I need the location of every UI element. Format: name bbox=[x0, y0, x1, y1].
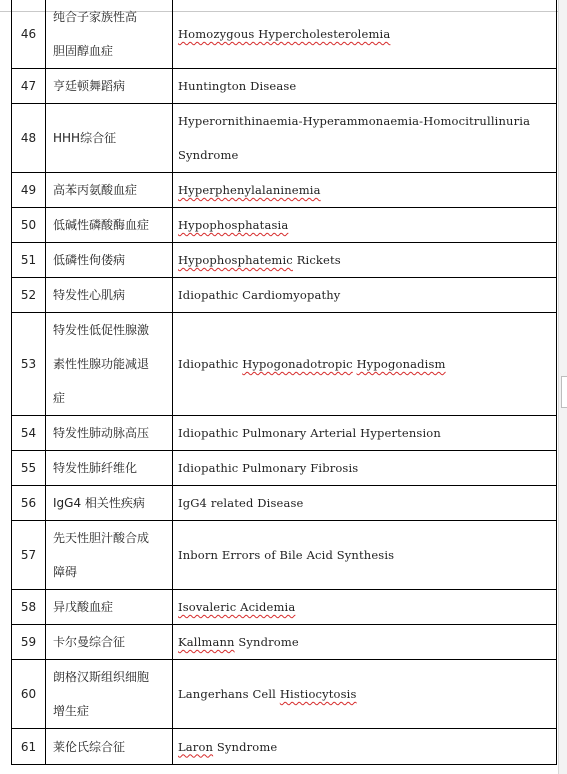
chinese-name-cell: 特发性心肌病 bbox=[46, 278, 173, 313]
english-name-text: Hyperornithinaemia-Hyperammonaemia-Homocitrullinuria Syndrome bbox=[178, 114, 531, 162]
chinese-name-cell: 纯合子家族性高 胆固醇血症 bbox=[46, 0, 173, 69]
english-name-text: Idiopathic Pulmonary Fibrosis bbox=[178, 461, 359, 475]
row-number: 55 bbox=[12, 451, 46, 486]
english-name-cell bbox=[173, 69, 557, 104]
chinese-name-cell: IgG4 相关性疾病 bbox=[46, 486, 173, 521]
table-row bbox=[12, 69, 557, 104]
table-row bbox=[12, 521, 557, 590]
english-name-cell bbox=[173, 313, 557, 416]
chinese-name-cell: 特发性肺动脉高压 bbox=[46, 416, 173, 451]
chinese-name-cell: HHH综合征 bbox=[46, 104, 173, 173]
spellcheck-flagged-word: Isovaleric Acidemia bbox=[178, 600, 296, 614]
spellcheck-flagged-word: Kallmann bbox=[178, 635, 235, 649]
spellcheck-flagged-word: Hypogonadism bbox=[356, 357, 446, 371]
english-name-cell bbox=[173, 0, 557, 69]
chinese-name-cell: 莱伦氏综合征 bbox=[46, 729, 173, 765]
english-name-cell bbox=[173, 625, 557, 660]
english-name-cell bbox=[173, 416, 557, 451]
english-name-cell bbox=[173, 521, 557, 590]
chinese-name-cell: 高苯丙氨酸血症 bbox=[46, 173, 173, 208]
chinese-name-cell: 先天性胆汁酸合成 障碍 bbox=[46, 521, 173, 590]
row-number: 61 bbox=[12, 729, 46, 765]
chinese-name-cell: 低碱性磷酸酶血症 bbox=[46, 208, 173, 243]
row-number: 52 bbox=[12, 278, 46, 313]
row-number: 51 bbox=[12, 243, 46, 278]
row-number: 46 bbox=[12, 0, 46, 69]
table-row bbox=[12, 104, 557, 173]
table-row bbox=[12, 729, 557, 765]
english-name-text: Rickets bbox=[292, 253, 341, 267]
spellcheck-flagged-word: Hypophosphatemic bbox=[178, 253, 293, 267]
english-name-text: Idiopathic bbox=[178, 357, 243, 371]
chinese-name-cell: 朗格汉斯组织细胞 增生症 bbox=[46, 660, 173, 729]
english-name-text: Syndrome bbox=[213, 739, 278, 754]
table-row bbox=[12, 278, 557, 313]
chinese-name-cell: 特发性肺纤维化 bbox=[46, 451, 173, 486]
table-row bbox=[12, 313, 557, 416]
table-row bbox=[12, 243, 557, 278]
row-number: 59 bbox=[12, 625, 46, 660]
row-number: 49 bbox=[12, 173, 46, 208]
table-row bbox=[12, 451, 557, 486]
row-number: 53 bbox=[12, 313, 46, 416]
table-row bbox=[12, 590, 557, 625]
spellcheck-flagged-word: Histiocytosis bbox=[279, 687, 357, 701]
row-number: 47 bbox=[12, 69, 46, 104]
table-row bbox=[12, 208, 557, 243]
english-name-cell bbox=[173, 590, 557, 625]
row-number: 48 bbox=[12, 104, 46, 173]
row-number: 54 bbox=[12, 416, 46, 451]
english-name-text: IgG4 related Disease bbox=[178, 496, 304, 510]
table-row bbox=[12, 660, 557, 729]
chinese-name-cell: 特发性低促性腺激 素性性腺功能减退 症 bbox=[46, 313, 173, 416]
table-row bbox=[12, 486, 557, 521]
rare-disease-table bbox=[11, 0, 557, 765]
spellcheck-flagged-word: Hypogonadotropic bbox=[242, 357, 353, 371]
spellcheck-flagged-word: Homozygous Hypercholesterolemia bbox=[178, 27, 391, 41]
table-row bbox=[12, 173, 557, 208]
row-number: 57 bbox=[12, 521, 46, 590]
english-name-cell bbox=[173, 208, 557, 243]
english-name-text: Huntington Disease bbox=[178, 79, 297, 93]
chinese-name-cell: 亨廷顿舞蹈病 bbox=[46, 69, 173, 104]
row-number: 60 bbox=[12, 660, 46, 729]
scroll-tab[interactable] bbox=[561, 376, 567, 408]
spellcheck-flagged-word: Hypophosphatasia bbox=[178, 218, 289, 232]
english-name-cell bbox=[173, 729, 557, 765]
chinese-name-cell: 异戊酸血症 bbox=[46, 590, 173, 625]
english-name-cell bbox=[173, 243, 557, 278]
english-name-cell bbox=[173, 486, 557, 521]
table-row bbox=[12, 0, 557, 69]
english-name-text: Langerhans Cell bbox=[178, 687, 280, 701]
spellcheck-flagged-word: Laron bbox=[178, 739, 214, 754]
english-name-text: Idiopathic Cardiomyopathy bbox=[178, 288, 341, 302]
english-name-cell bbox=[173, 660, 557, 729]
table-row bbox=[12, 416, 557, 451]
row-number: 58 bbox=[12, 590, 46, 625]
row-number: 56 bbox=[12, 486, 46, 521]
english-name-cell bbox=[173, 451, 557, 486]
english-name-text: Syndrome bbox=[234, 635, 299, 649]
english-name-cell bbox=[173, 104, 557, 173]
table-row bbox=[12, 625, 557, 660]
chinese-name-cell: 卡尔曼综合征 bbox=[46, 625, 173, 660]
english-name-text: Inborn Errors of Bile Acid Synthesis bbox=[178, 548, 395, 562]
english-name-cell bbox=[173, 278, 557, 313]
row-number: 50 bbox=[12, 208, 46, 243]
english-name-cell bbox=[173, 173, 557, 208]
english-name-text: Idiopathic Pulmonary Arterial Hypertension bbox=[178, 426, 441, 440]
chinese-name-cell: 低磷性佝偻病 bbox=[46, 243, 173, 278]
spellcheck-flagged-word: Hyperphenylalaninemia bbox=[178, 183, 321, 197]
